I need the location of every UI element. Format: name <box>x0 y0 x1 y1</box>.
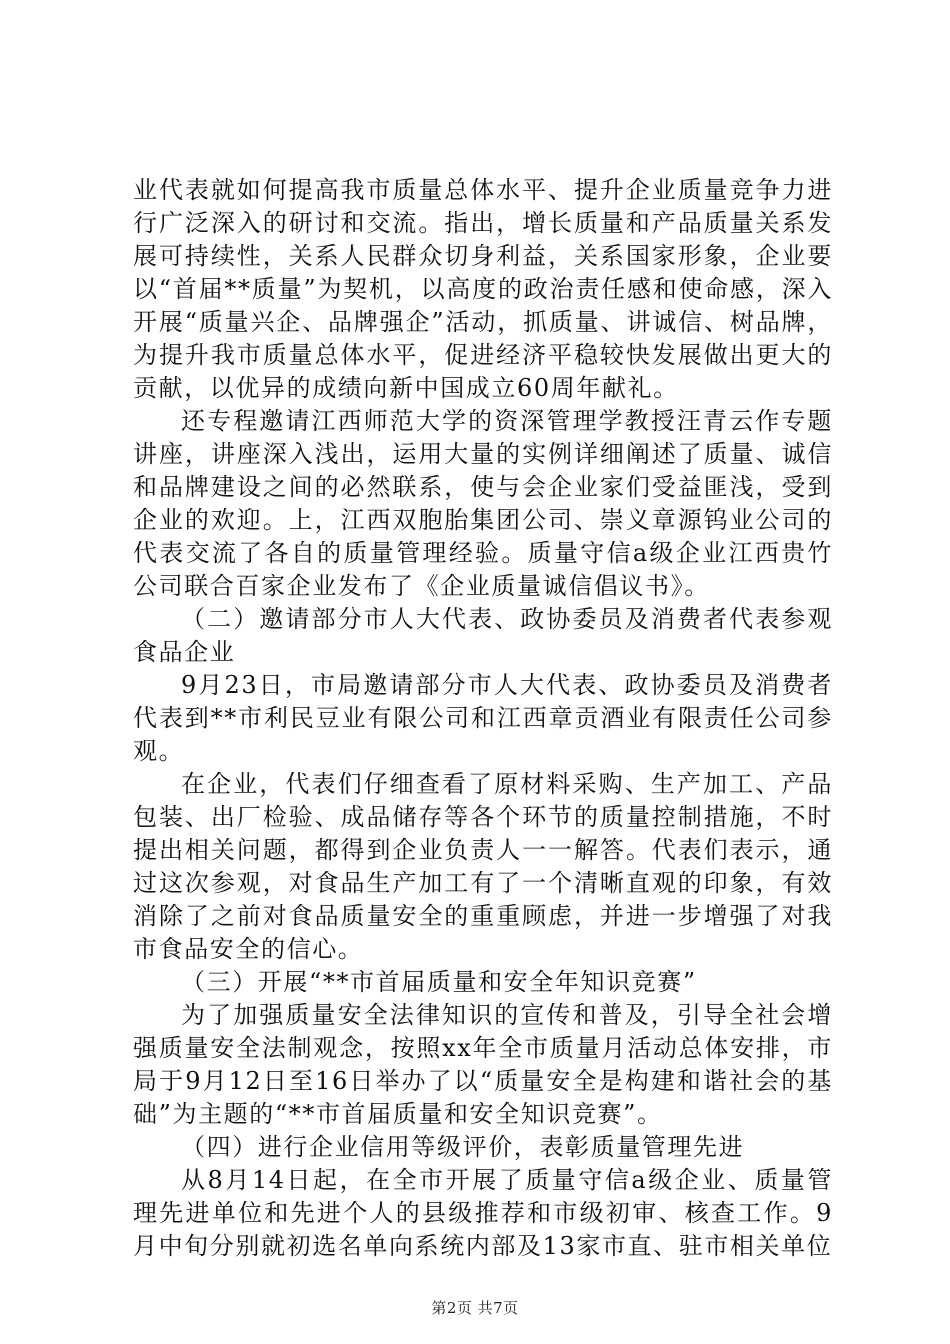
page-footer: 第2页 共7页 <box>431 1299 519 1317</box>
section-heading-2: （二）邀请部分市人大代表、政协委员及消费者代表参观食品企业 <box>133 605 833 666</box>
paragraph-credit-rating: 从8月14日起，在全市开展了质量守信a级企业、质量管理先进单位和先进个人的县级推荐和市级初审、核查工作。9月中旬分别就初选名单向系统内部及13家市直、驻市相关单位 <box>133 1166 833 1260</box>
section-heading-4: （四）进行企业信用等级评价，表彰质量管理先进 <box>181 1133 745 1161</box>
paragraph-continuation: 业代表就如何提高我市质量总体水平、提升企业质量竞争力进行广泛深入的研讨和交流。指出，增长质量和产品质量关系发展可持续性，关系人民群众切身利益，关系国家形象，企业要以“首届**质量”为契机，以高度的政治责任感和使命感，深入开展“质量兴企、品牌强企”活动，抓质量、讲诚信、树品牌，为提升我市质量总体水平，促进经济平稳较快发展做出更大的贡献，以优异的成绩向新中国成立60周年献礼。 <box>133 176 833 402</box>
document-body <box>133 174 833 1263</box>
paragraph-visit-date: 9月23日，市局邀请部分市人大代表、政协委员及消费者代表到**市利民豆业有限公司和江西章贡酒业有限责任公司参观。 <box>133 671 833 765</box>
paragraph-visit-details: 在企业，代表们仔细查看了原材料采购、生产加工、产品包装、出厂检验、成品储存等各个环节的质量控制措施，不时提出相关问题，都得到企业负责人一一解答。代表们表示，通过这次参观，对食品生产加工有了一个清晰直观的印象，有效消除了之前对食品质量安全的重重顾虑，并进一步增强了对我市食品安全的信心。 <box>133 770 833 963</box>
paragraph-quiz: 为了加强质量安全法律知识的宣传和普及，引导全社会增强质量安全法制观念，按照xx年全市质量月活动总体安排，市局于9月12日至16日举办了以“质量安全是构建和谐社会的基础”为主题的“**市首届质量和安全知识竞赛”。 <box>133 1001 833 1128</box>
section-heading-3: （三）开展“**市首届质量和安全年知识竞赛” <box>181 968 697 996</box>
paragraph-lecture: 还专程邀请江西师范大学的资深管理学教授汪青云作专题讲座，讲座深入浅出，运用大量的实例详细阐述了质量、诚信和品牌建设之间的必然联系，使与会企业家们受益匪浅，受到企业的欢迎。上，江西双胞胎集团公司、崇义章源钨业公司的代表交流了各自的质量管理经验。质量守信a级企业江西贵竹公司联合百家企业发布了《企业质量诚信倡议书》。 <box>133 407 833 600</box>
